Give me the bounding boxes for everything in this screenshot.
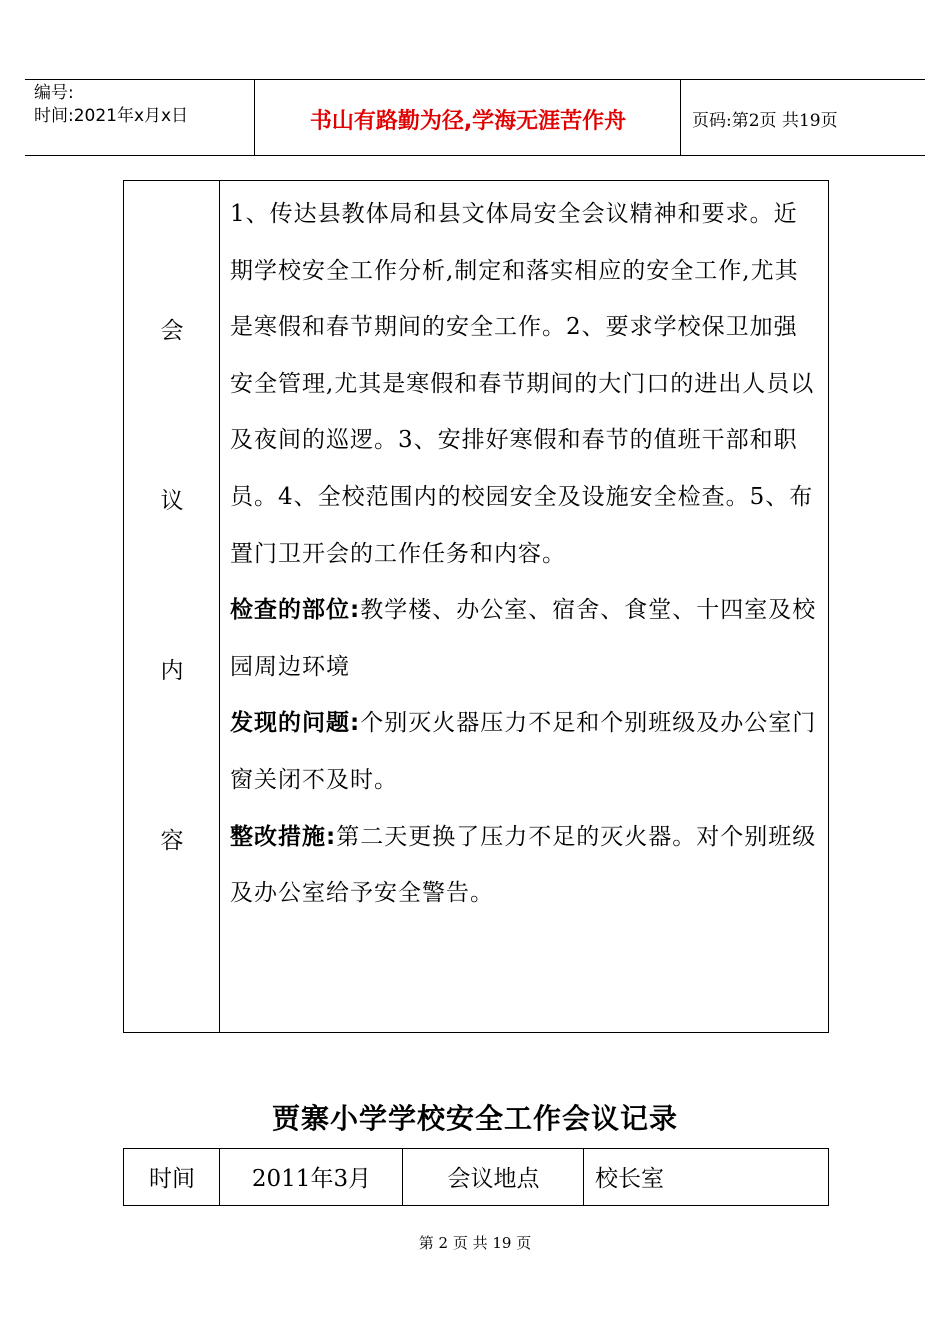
place-value-cell: 校长室 <box>595 1166 664 1192</box>
header-divider <box>254 79 255 155</box>
header-top-rule <box>25 79 925 80</box>
document-number: 编号: <box>34 83 74 103</box>
header-motto: 书山有路勤为径,学海无涯苦作舟 <box>309 109 627 134</box>
side-label-char: 内 <box>160 658 184 684</box>
header-meta <box>34 82 188 128</box>
side-label-char: 议 <box>160 488 184 514</box>
document-time: 时间:2021年x月x日 <box>34 106 189 126</box>
fix-label: 整改措施: <box>230 823 337 850</box>
side-label-char: 会 <box>160 318 184 344</box>
meeting-agenda-paragraph: 1、传达县教体局和县文体局安全会议精神和要求。近期学校安全工作分析,制定和落实相应的安全工作,尤其是寒假和春节期间的安全工作。2、要求学校保卫加强安全管理,尤其是寒假和春节期间的大门口的进出人员以及夜间的巡逻。3、安排好寒假和春节的值班干部和职员。4、全校范围内的校园安全及设施安全检查。5、布置门卫开会的工作任务和内容。 <box>230 201 815 567</box>
time-label-cell: 时间 <box>149 1166 195 1192</box>
record-title: 贾寨小学学校安全工作会议记录 <box>271 1102 678 1135</box>
time-value-cell: 2011年3月 <box>251 1166 372 1192</box>
problem-text: 个别灭火器压力不足和个别班级及办公室门窗关闭不及时。 <box>230 710 817 793</box>
table-column-divider <box>219 180 220 1033</box>
meeting-content <box>230 186 820 922</box>
fix-text: 第二天更换了压力不足的灭火器。对个别班级及办公室给予安全警告。 <box>230 823 817 907</box>
inspect-label: 检查的部位: <box>230 597 361 624</box>
header-divider <box>680 79 681 155</box>
fix-section <box>230 809 820 922</box>
page-footer: 第 2 页 共 19 页 <box>418 1234 532 1252</box>
inspect-text: 教学楼、办公室、宿舍、食堂、十四室及校园周边环境 <box>230 597 817 680</box>
table-column-divider <box>583 1148 584 1206</box>
header-page-info: 页码:第2页 共19页 <box>692 111 838 131</box>
side-label-char: 容 <box>160 828 184 854</box>
place-label-cell: 会议地点 <box>447 1166 540 1192</box>
header-bottom-rule <box>25 155 925 156</box>
problem-section <box>230 695 820 808</box>
inspect-section <box>230 582 820 695</box>
problem-label: 发现的问题: <box>230 710 361 737</box>
